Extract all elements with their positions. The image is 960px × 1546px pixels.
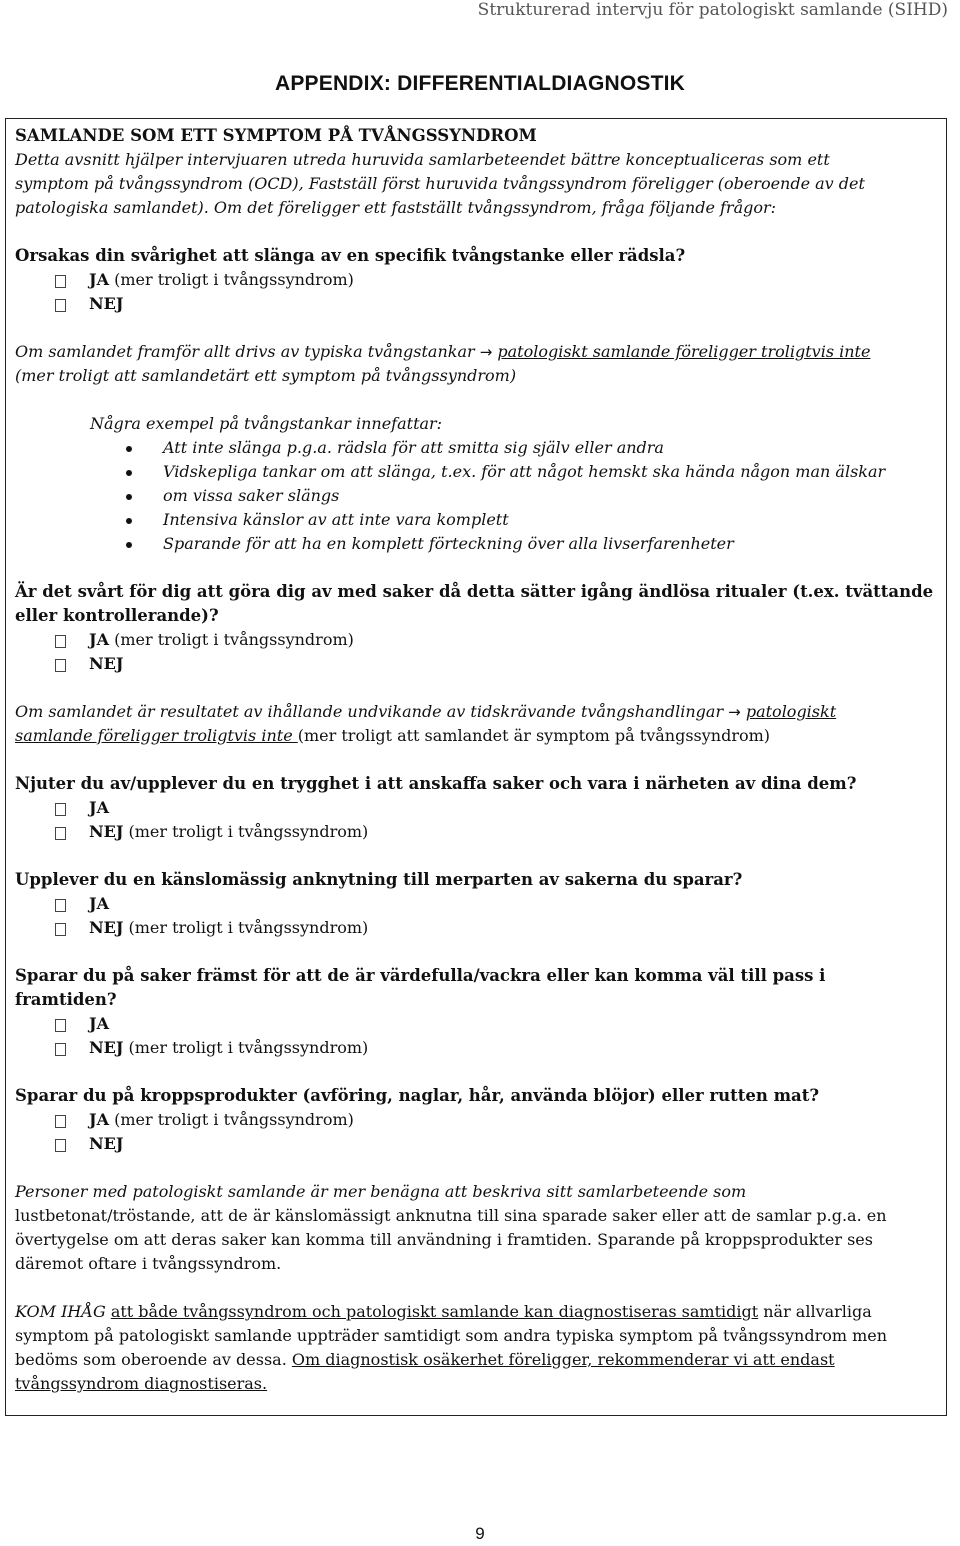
q6-no-label: NEJ	[89, 1134, 124, 1153]
q6-yes-note: (mer troligt i tvångssyndrom)	[114, 1110, 354, 1129]
section-title: SAMLANDE SOM ETT SYMPTOM PÅ TVÅNGSSYNDROM	[15, 126, 537, 145]
question-2-line-1: Är det svårt för dig att göra dig av med saker då detta sätter igång ändlösa ritualer (t.ex. tvättande	[15, 582, 934, 601]
examples-intro: Några exempel på tvångstankar innefattar:	[90, 414, 443, 433]
q2-note	[15, 700, 940, 724]
checkbox-icon[interactable]	[55, 923, 66, 936]
checkbox-icon[interactable]	[55, 659, 66, 672]
checkbox-icon[interactable]	[55, 827, 66, 840]
remember-emphasis-2: Om diagnostisk osäkerhet föreligger, rekommenderar vi att endast	[291, 1350, 835, 1369]
checkbox-icon[interactable]	[55, 899, 66, 912]
q1-yes-label: JA	[89, 270, 109, 289]
checkbox-icon[interactable]	[55, 275, 66, 288]
question-5-line-1: Sparar du på saker främst för att de är värdefulla/vackra eller kan komma väl till pass i	[15, 966, 826, 985]
summary-line-2: lustbetonat/tröstande, att de är känslomässigt anknutna till sina sparade saker eller att de samlar p.g.a. en	[15, 1206, 887, 1225]
example-item: Intensiva känslor av att inte vara komplett	[163, 508, 940, 532]
q2-note-line-2	[15, 724, 940, 748]
question-2-line-2: eller kontrollerande)?	[15, 606, 219, 625]
q3-option-yes[interactable]	[15, 796, 940, 820]
arrow-right-icon: →	[479, 343, 493, 361]
question-6: Sparar du på kroppsprodukter (avföring, naglar, hår, använda blöjor) eller rutten mat?	[15, 1086, 820, 1105]
q5-option-yes[interactable]	[15, 1012, 940, 1036]
remember-line-4	[15, 1372, 940, 1396]
summary-line-4: däremot oftare i tvångssyndrom.	[15, 1254, 282, 1273]
checkbox-icon[interactable]	[55, 1115, 66, 1128]
q5-option-no[interactable]	[15, 1036, 940, 1060]
intro-line-1: Detta avsnitt hjälper intervjuaren utreda huruvida samlarbeteendet bättre konceptualiceras som ett	[15, 150, 830, 169]
q1-note-text: Om samlandet framför allt drivs av typiska tvångstankar	[15, 342, 480, 361]
content	[15, 124, 940, 1396]
summary-line-3: övertygelse om att deras saker kan komma till användning i framtiden. Sparande på kroppsprodukter ses	[15, 1230, 873, 1249]
checkbox-icon[interactable]	[55, 1019, 66, 1032]
intro-line-3	[15, 196, 940, 220]
question-3: Njuter du av/upplever du en trygghet i att anskaffa saker och vara i närheten av dina dem?	[15, 774, 857, 793]
q3-no-label: NEJ	[89, 822, 124, 841]
q4-option-no[interactable]	[15, 916, 940, 940]
q1-option-no[interactable]	[15, 292, 940, 316]
page-number: 9	[475, 1524, 485, 1543]
checkbox-icon[interactable]	[55, 803, 66, 816]
example-item: Sparande för att ha en komplett förteckning över alla livserfarenheter	[163, 532, 940, 556]
q2-yes-note: (mer troligt i tvångssyndrom)	[114, 630, 354, 649]
q6-yes-label: JA	[89, 1110, 109, 1129]
examples-list	[15, 436, 940, 556]
appendix-title: APPENDIX: DIFFERENTIALDIAGNOSTIK	[274, 72, 686, 95]
q1-option-yes[interactable]	[15, 268, 940, 292]
checkbox-icon[interactable]	[55, 635, 66, 648]
q4-yes-label: JA	[89, 894, 109, 913]
q3-yes-label: JA	[89, 798, 109, 817]
question-5-line-2: framtiden?	[15, 990, 117, 1009]
question-1: Orsakas din svårighet att slänga av en specifik tvångstanke eller rädsla?	[15, 246, 686, 265]
q2-no-label: NEJ	[89, 654, 124, 673]
q3-option-no[interactable]	[15, 820, 940, 844]
q5-no-label: NEJ	[89, 1038, 124, 1057]
q5-yes-label: JA	[89, 1014, 109, 1033]
remember-line-3-pre: bedöms som oberoende av dessa.	[15, 1350, 292, 1369]
question-4: Upplever du en känslomässig anknytning till merparten av sakerna du sparar?	[15, 870, 743, 889]
q1-no-label: NEJ	[89, 294, 124, 313]
q1-yes-note: (mer troligt i tvångssyndrom)	[114, 270, 354, 289]
summary-line-1: Personer med patologiskt samlande är mer benägna att beskriva sitt samlarbeteende som	[15, 1182, 747, 1201]
example-item-continuation: om vissa saker slängs	[163, 484, 940, 508]
checkbox-icon[interactable]	[55, 299, 66, 312]
q2-note-post: (mer troligt att samlandet är symptom på tvångssyndrom)	[297, 726, 771, 745]
remember-line-3	[15, 1348, 940, 1372]
q1-note-conclusion: patologiskt samlande föreligger troligtvis inte	[497, 342, 871, 361]
example-item: Vidskepliga tankar om att slänga, t.ex. för att något hemskt ska hända någon man älskar	[163, 460, 940, 484]
remember-emphasis-3: tvångssyndrom diagnostiseras.	[15, 1374, 268, 1393]
remember-prefix: KOM IHÅG	[15, 1302, 111, 1321]
q3-no-note: (mer troligt i tvångssyndrom)	[128, 822, 369, 841]
q2-option-yes[interactable]	[15, 628, 940, 652]
intro-line-3-text: patologiska samlandet). Om det föreligger ett fastställt tvångssyndrom, fråga följande frågor:	[15, 198, 777, 217]
remember-line-1	[15, 1300, 940, 1324]
q4-option-yes[interactable]	[15, 892, 940, 916]
q2-note-conclusion-2: samlande föreligger troligtvis inte	[15, 726, 298, 745]
remember-post-1: när allvarliga	[758, 1302, 872, 1321]
arrow-right-icon: →	[728, 703, 741, 721]
running-header: Strukturerad intervju för patologiskt samlande (SIHD)	[477, 0, 948, 20]
checkbox-icon[interactable]	[55, 1043, 66, 1056]
q2-option-no[interactable]	[15, 652, 940, 676]
example-item: Att inte slänga p.g.a. rädsla för att smitta sig själv eller andra	[163, 436, 940, 460]
q2-note-conclusion-1: patologiskt	[745, 702, 837, 721]
q6-option-no[interactable]	[15, 1132, 940, 1156]
q1-note-line-2: (mer troligt att samlandetärt ett symptom på tvångssyndrom)	[15, 366, 517, 385]
q4-no-label: NEJ	[89, 918, 124, 937]
q4-no-note: (mer troligt i tvångssyndrom)	[128, 918, 369, 937]
q6-option-yes[interactable]	[15, 1108, 940, 1132]
remember-line-2: symptom på patologiskt samlande uppträder samtidigt som andra typiska symptom på tvångssyndrom men	[15, 1326, 888, 1345]
q2-note-text: Om samlandet är resultatet av ihållande undvikande av tidskrävande tvångshandlingar	[15, 702, 729, 721]
q1-note	[15, 340, 940, 364]
checkbox-icon[interactable]	[55, 1139, 66, 1152]
remember-emphasis-1: att både tvångssyndrom och patologiskt samlande kan diagnostiseras samtidigt	[110, 1302, 759, 1321]
intro-line-2: symptom på tvångssyndrom (OCD), Fastställ först huruvida tvångssyndrom föreligger (oberoende av det	[15, 174, 865, 193]
q5-no-note: (mer troligt i tvångssyndrom)	[128, 1038, 369, 1057]
q2-yes-label: JA	[89, 630, 109, 649]
